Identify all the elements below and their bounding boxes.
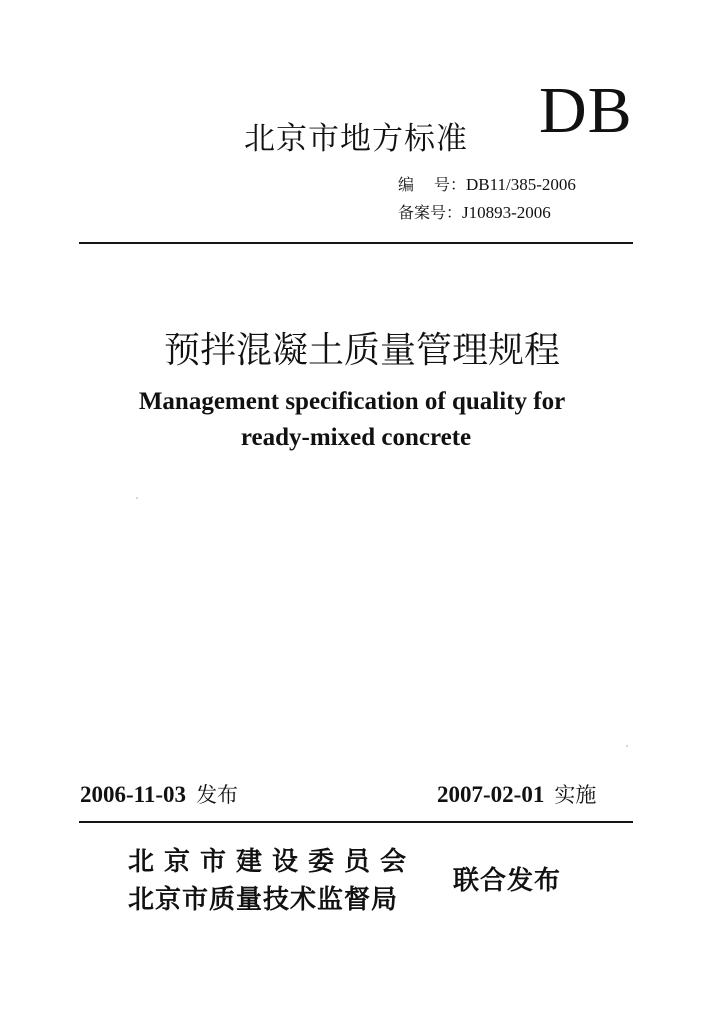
- standard-number-value: DB11/385-2006: [466, 175, 576, 194]
- record-number-label: 备案号：: [398, 203, 463, 222]
- publisher-quality-bureau: 北京市质量技术监督局: [128, 885, 399, 915]
- scan-speck: [626, 745, 628, 747]
- title-english-line-1: Management specification of quality for: [138, 388, 566, 415]
- bottom-divider: [79, 821, 633, 823]
- record-number-line: [398, 200, 551, 223]
- standard-number-label: 编: [398, 175, 435, 194]
- scan-speck: [136, 497, 138, 499]
- implement-date-block: [437, 779, 596, 809]
- top-divider: [79, 242, 633, 244]
- issue-date-block: [80, 779, 238, 809]
- standard-number-label-rest: 号：: [434, 175, 467, 194]
- implement-date: 2007-02-01: [437, 782, 545, 807]
- standard-name: 北京市地方标准: [244, 121, 468, 157]
- title-english-line-2: ready-mixed concrete: [240, 424, 472, 451]
- record-number-value: J10893-2006: [462, 203, 551, 222]
- standard-abbreviation: DB: [539, 74, 633, 147]
- standard-number-line: [398, 172, 576, 195]
- joint-publish-label: 联合发布: [453, 866, 562, 896]
- issue-date: 2006-11-03: [80, 782, 187, 807]
- implement-label: 实施: [554, 783, 597, 807]
- title-chinese: 预拌混凝土质量管理规程: [163, 330, 560, 371]
- issue-label: 发布: [196, 783, 239, 807]
- publisher-construction-committee: 北京市建设委员会: [128, 847, 417, 877]
